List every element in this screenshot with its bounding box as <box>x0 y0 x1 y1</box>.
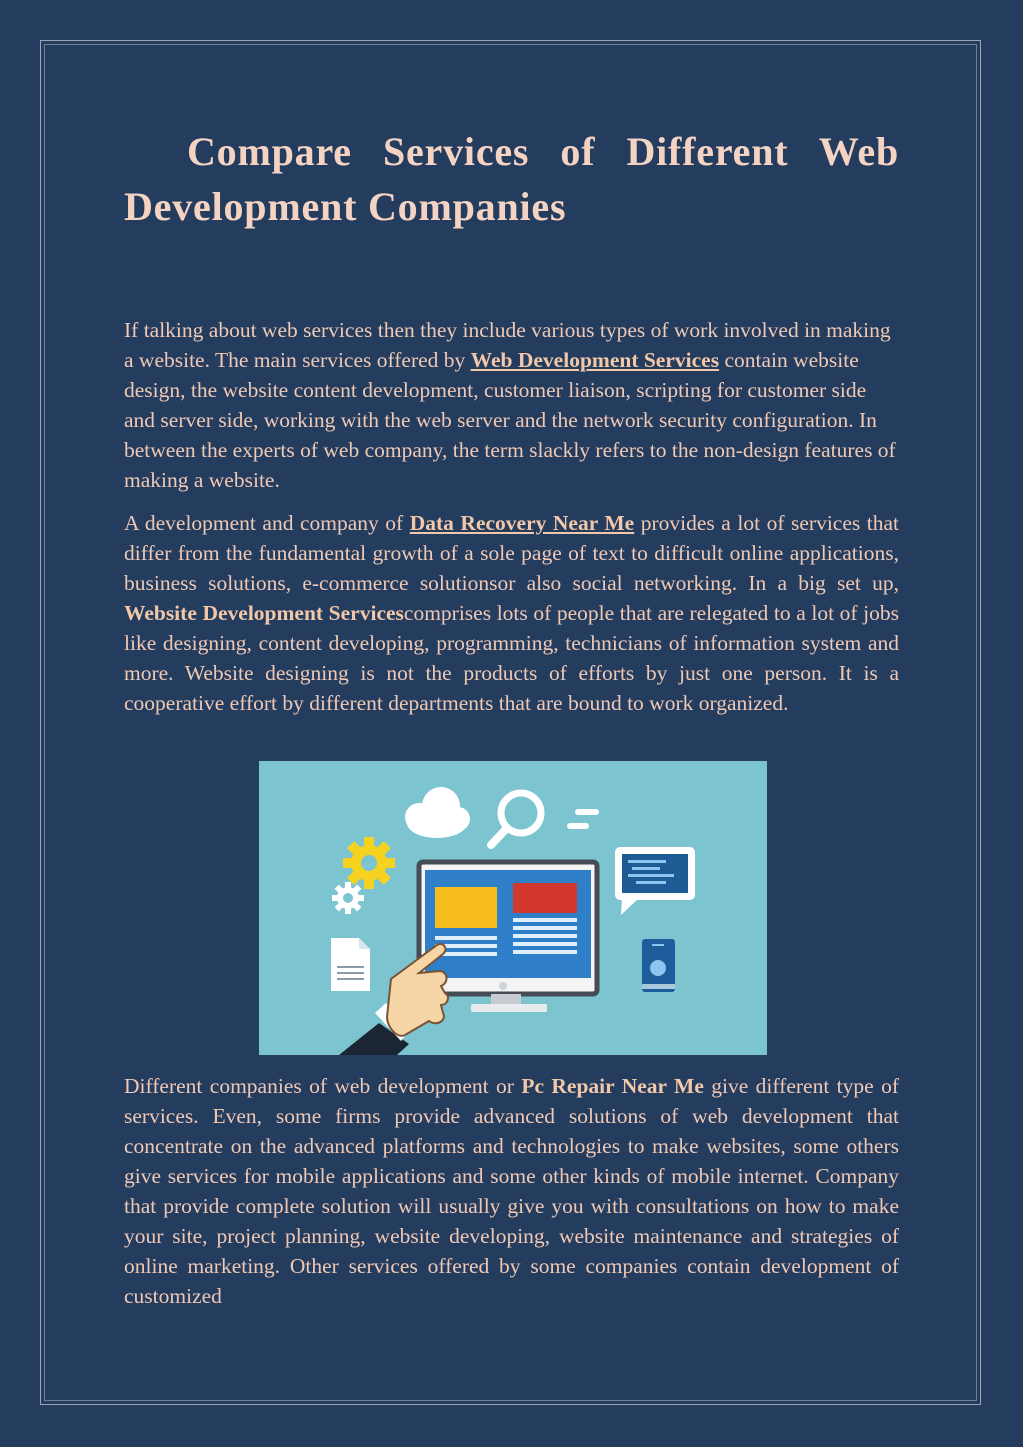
paragraph2-text-before: A development and company of <box>124 511 410 535</box>
paragraph3-text-after: give different type of services. Even, some firms provide advanced solutions of web development that concentrate on the advanced platforms and technologies to make websites, some others give services for mobile applications and some other kinds of mobile internet. Company that provide complete solution will usually give you with consultations on how to make your site, project planning, website developing, website maintenance and strategies of online marketing. Other services offered by some companies contain development of customized <box>124 1074 899 1308</box>
document-title: Compare Services of Different Web Development Companies <box>124 129 899 229</box>
cloud-icon <box>405 787 470 838</box>
code-chat-bubble-icon <box>615 847 695 915</box>
strong-pc-repair-near-me: Pc Repair Near Me <box>521 1074 704 1098</box>
paragraph3-text-before: Different companies of web development or <box>124 1074 522 1098</box>
web-development-illustration <box>259 761 767 1055</box>
document-icon <box>331 938 370 991</box>
paragraph2-text-after: comprises lots of people that are relegated to a lot of jobs like designing, content developing, programming, technicians of information system and more. Website designing is not the products of efforts by just one person. It is a cooperative effort by different departments that are bound to work organized. <box>124 601 900 715</box>
paragraph-web-services <box>124 315 899 495</box>
text-lines-icon <box>567 809 599 829</box>
small-gear-icon <box>332 882 364 914</box>
magnifier-icon <box>491 793 541 845</box>
paragraph2-text-middle: provides a lot of services that differ from the fundamental growth of a sole page of text to difficult online applications, business solutions, e-commerce solutionsor also social networking. In a big set up, <box>124 511 899 595</box>
link-web-development-services[interactable]: Web Development Services <box>470 348 720 372</box>
paragraph1-text-before: If talking about web services then they include various types of work involved in making a website. The main services offered by <box>124 318 891 372</box>
paragraph1-text-after: contain website design, the website content development, customer liaison, scripting for customer side and server side, working with the web server and the network security configuration. In between the experts of web company, the term slackly refers to the non-design features of making a website. <box>124 348 896 492</box>
strong-website-development-services: Website Development Services <box>124 601 404 625</box>
gear-icon <box>343 837 395 889</box>
paragraph-development-company <box>124 508 899 718</box>
paragraph-different-companies <box>124 1071 899 1311</box>
monitor-icon <box>419 862 597 1012</box>
link-data-recovery-near-me[interactable]: Data Recovery Near Me <box>409 511 635 535</box>
mobile-phone-icon <box>642 939 675 992</box>
